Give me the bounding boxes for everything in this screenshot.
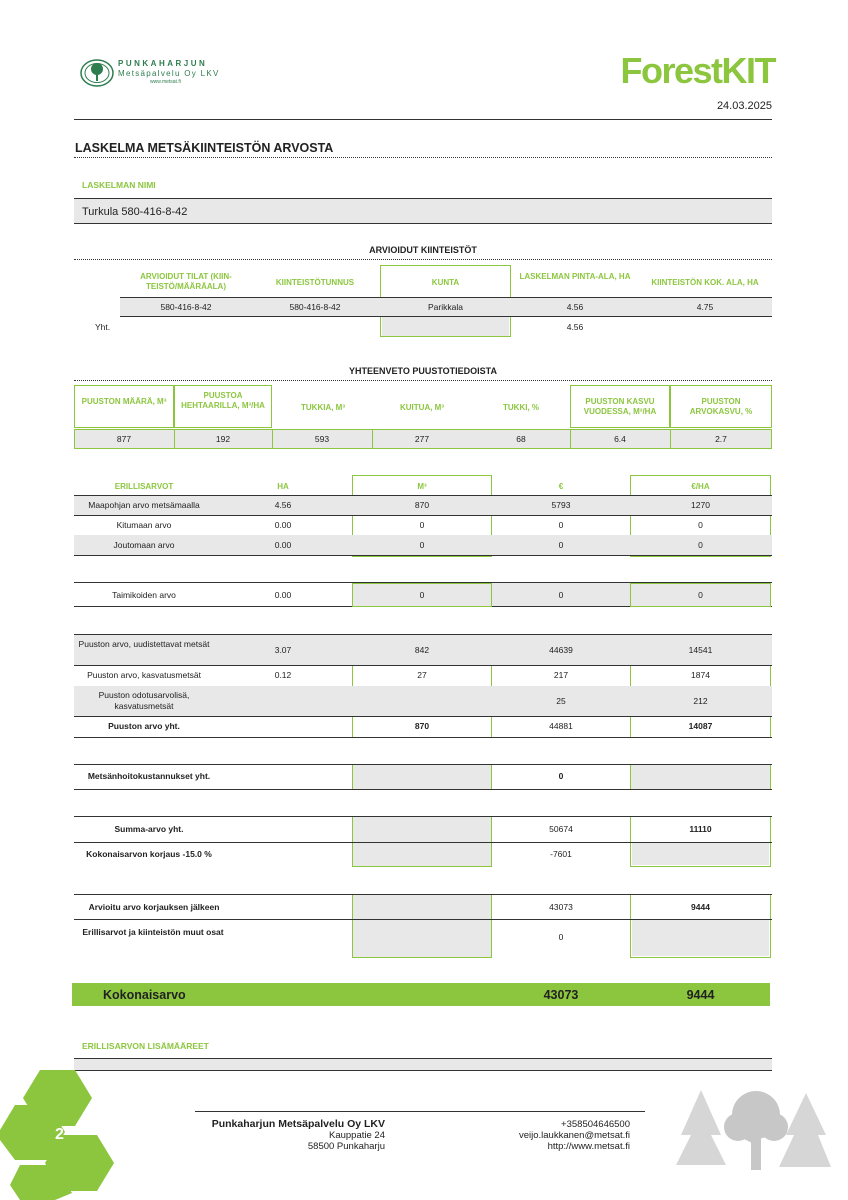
estates-total-kunta bbox=[382, 317, 509, 336]
total-label: Kokonaisarvo bbox=[103, 988, 186, 1002]
land-row-eur: 5793 bbox=[551, 500, 571, 510]
timber-total-m3: 870 bbox=[414, 721, 430, 731]
footer-email[interactable]: veijo.laukkanen@metsat.fi bbox=[518, 1130, 630, 1141]
summary-value: 68 bbox=[516, 434, 526, 444]
values-header-2: HA bbox=[277, 482, 289, 491]
summary-header-2: PUUSTOA HEHTAARILLA, M³/HA bbox=[181, 391, 265, 410]
estates-cell: 4.75 bbox=[696, 302, 714, 312]
company-subname: Metsäpalvelu Oy LKV bbox=[118, 69, 220, 78]
timber-total-eur: 44881 bbox=[549, 721, 573, 731]
timber-total-eurha: 14087 bbox=[688, 721, 713, 731]
estates-cell: Parikkala bbox=[428, 302, 463, 312]
mgmt-label: Metsänhoitokustannukset yht. bbox=[87, 771, 211, 781]
extra-field bbox=[74, 1058, 772, 1071]
estates-header-2: KIINTEISTÖTUNNUS bbox=[275, 278, 355, 287]
hexagon-decoration-icon bbox=[0, 1060, 130, 1200]
timber-total-label: Puuston arvo yht. bbox=[108, 721, 180, 731]
forest-trees-icon bbox=[676, 1085, 831, 1173]
estates-total-area: 4.56 bbox=[566, 322, 584, 332]
header-rule bbox=[74, 119, 772, 120]
after-m3 bbox=[352, 894, 492, 958]
other-parts-eur: 0 bbox=[558, 932, 564, 942]
timber-row-ha: 0.12 bbox=[274, 670, 292, 680]
after-label: Arvioitu arvo korjauksen jälkeen bbox=[88, 902, 220, 912]
company-logo bbox=[80, 57, 225, 89]
correction-label: Kokonaisarvon korjaus -15.0 % bbox=[86, 849, 212, 859]
seedlings-ha: 0.00 bbox=[274, 590, 292, 600]
footer-street: Kauppatie 24 bbox=[329, 1130, 385, 1141]
summary-header-7: PUUSTON ARVOKASVU, % bbox=[689, 397, 753, 416]
land-row-m3: 870 bbox=[414, 500, 430, 510]
seedlings-eur-value: 0 bbox=[558, 590, 564, 600]
estates-cell: 580-416-8-42 bbox=[289, 302, 341, 312]
footer-web[interactable]: http://www.metsat.fi bbox=[547, 1141, 630, 1152]
land-row-m3: 0 bbox=[419, 520, 425, 530]
summary-header-1: PUUSTON MÄÄRÄ, M³ bbox=[81, 397, 167, 406]
land-row-ha: 0.00 bbox=[274, 540, 292, 550]
calc-name-field bbox=[74, 198, 772, 224]
estates-header-5: KIINTEISTÖN KOK. ALA, HA bbox=[651, 278, 759, 287]
estates-header-1: ARVIOIDUT TILAT (KIIN-TEISTÖ/MÄÄRÄALA) bbox=[140, 272, 232, 291]
summary-value: 2.7 bbox=[715, 434, 727, 444]
timber-row-eurha: 1874 bbox=[691, 670, 710, 680]
timber-row-eurha: 212 bbox=[693, 696, 708, 706]
page-title: LASKELMA METSÄKIINTEISTÖN ARVOSTA bbox=[75, 141, 334, 155]
company-name: PUNKAHARJUN bbox=[118, 59, 208, 68]
land-row-ha: 0.00 bbox=[274, 520, 292, 530]
seedlings-m3-value: 0 bbox=[419, 590, 425, 600]
mgmt-value: 0 bbox=[558, 771, 564, 781]
extra-label: ERILLISARVON LISÄMÄÄREET bbox=[82, 1041, 209, 1051]
after-eur: 43073 bbox=[549, 902, 573, 912]
seedlings-label: Taimikoiden arvo bbox=[112, 590, 176, 600]
timber-row-label: Puuston odotusarvolisä, kasvatusmetsät bbox=[98, 690, 190, 711]
sum-label: Summa-arvo yht. bbox=[114, 824, 184, 834]
sum-eurha-value: 11110 bbox=[689, 824, 712, 834]
company-url: www.metsat.fi bbox=[150, 79, 181, 85]
divider bbox=[74, 157, 772, 158]
mgmt-m3 bbox=[352, 764, 492, 790]
timber-row-eur: 217 bbox=[553, 670, 569, 680]
other-parts-label: Erillisarvot ja kiinteistön muut osat bbox=[82, 927, 224, 937]
correction-eur: -7601 bbox=[550, 849, 572, 859]
summary-header-4: KUITUA, M³ bbox=[400, 403, 444, 412]
summary-title: YHTEENVETO PUUSTOTIEDOISTA bbox=[348, 366, 498, 376]
values-header-3: M³ bbox=[417, 482, 427, 491]
after-eurha-value: 9444 bbox=[691, 902, 710, 912]
timber-row-ha: 3.07 bbox=[274, 645, 292, 655]
footer-city: 58500 Punkaharju bbox=[307, 1141, 385, 1152]
values-header-4: € bbox=[558, 482, 564, 491]
land-row-label: Maapohjan arvo metsämaalla bbox=[88, 500, 200, 510]
summary-value: 593 bbox=[314, 434, 330, 444]
sum-eur: 50674 bbox=[549, 824, 573, 834]
estates-header-3: KUNTA bbox=[431, 278, 460, 287]
mgmt-eurha bbox=[630, 764, 771, 790]
estates-total-label: Yht. bbox=[95, 322, 111, 332]
summary-value: 192 bbox=[215, 434, 231, 444]
total-eurha: 9444 bbox=[686, 988, 715, 1002]
footer-company: Punkaharjun Metsäpalvelu Oy LKV bbox=[211, 1118, 385, 1130]
estates-cell: 580-416-8-42 bbox=[160, 302, 212, 312]
divider bbox=[74, 259, 772, 260]
footer-rule bbox=[195, 1111, 645, 1112]
estates-header-4: LASKELMAN PINTA-ALA, HA bbox=[519, 272, 631, 281]
forestkit-brand: ForestKIT bbox=[620, 50, 775, 91]
land-row-label: Kitumaan arvo bbox=[116, 520, 172, 530]
timber-row-eurha: 14541 bbox=[688, 645, 713, 655]
timber-row-label: Puuston arvo, kasvatusmetsät bbox=[87, 670, 201, 680]
total-eur: 43073 bbox=[543, 988, 579, 1002]
seedlings-eurha-value: 0 bbox=[698, 590, 703, 600]
calc-name-value: Turkula 580-416-8-42 bbox=[82, 206, 188, 218]
land-row-m3: 0 bbox=[419, 540, 425, 550]
land-row-ha: 4.56 bbox=[274, 500, 292, 510]
land-row-eur: 0 bbox=[558, 540, 564, 550]
summary-header-5: TUKKI, % bbox=[503, 403, 539, 412]
timber-row-m3: 842 bbox=[414, 645, 430, 655]
estates-title: ARVIOIDUT KIINTEISTÖT bbox=[369, 245, 477, 255]
land-row-label: Joutomaan arvo bbox=[113, 540, 175, 550]
summary-value: 277 bbox=[414, 434, 430, 444]
summary-value: 877 bbox=[116, 434, 132, 444]
summary-value: 6.4 bbox=[614, 434, 626, 444]
values-header-5: €/HA bbox=[691, 482, 710, 491]
document-date: 24.03.2025 bbox=[716, 100, 772, 112]
timber-row-eur: 25 bbox=[556, 696, 566, 706]
estates-cell: 4.56 bbox=[566, 302, 584, 312]
timber-row-m3: 27 bbox=[417, 670, 427, 680]
values-header-1: ERILLISARVOT bbox=[114, 482, 174, 491]
land-row-eurha: 1270 bbox=[691, 500, 710, 510]
footer-phone: +358504646500 bbox=[561, 1119, 630, 1130]
timber-row-eur: 44639 bbox=[549, 645, 573, 655]
land-row-eurha: 0 bbox=[698, 520, 703, 530]
timber-row-label: Puuston arvo, uudistettavat metsät bbox=[78, 639, 210, 649]
tree-logo-icon bbox=[80, 57, 114, 89]
calc-name-label: LASKELMAN NIMI bbox=[82, 180, 156, 190]
summary-header-6: PUUSTON KASVU VUODESSA, M³/HA bbox=[583, 397, 657, 416]
divider bbox=[74, 380, 772, 381]
summary-header-3: TUKKIA, M³ bbox=[301, 403, 345, 412]
page-number: 2 bbox=[55, 1126, 64, 1143]
land-row-eur: 0 bbox=[558, 520, 564, 530]
land-row-eurha: 0 bbox=[698, 540, 703, 550]
